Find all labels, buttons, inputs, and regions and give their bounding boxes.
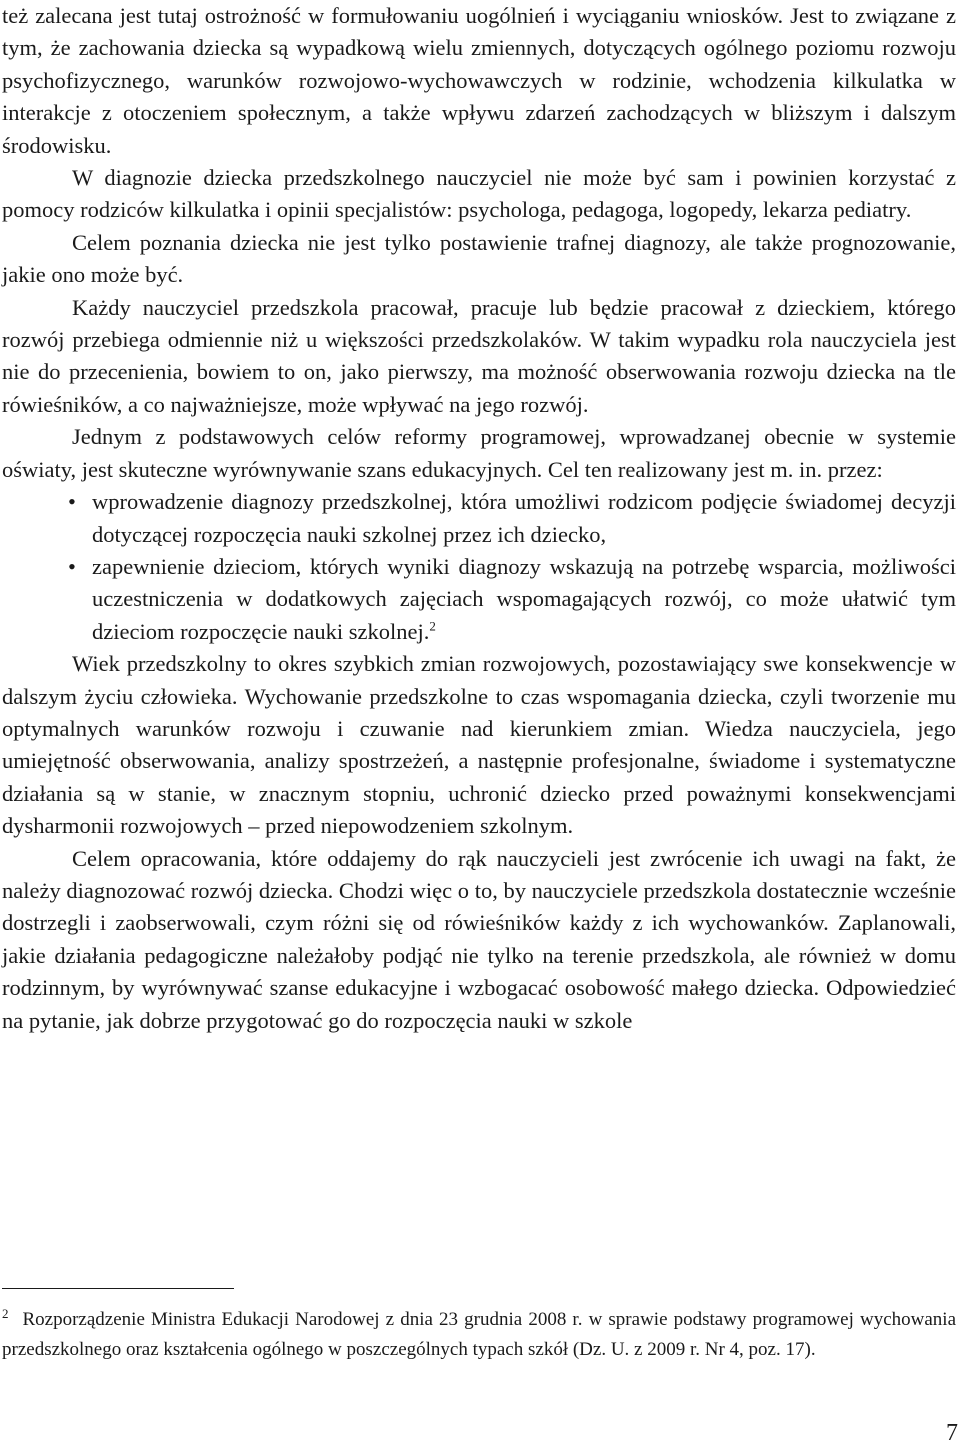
paragraph-preschool-age: Wiek przedszkolny to okres szybkich zmian rozwojowych, pozostawiający swe konsekwencje w dalszym życiu człowieka. Wychowanie przedszkolne to czas wspomagania dziecka, czyli tworzenie mu optymalnych warunków rozwoju i czuwanie nad kierunkiem zmian. Wiedza nauczyciela, jego umiejętność obserwowania, analizy spostrzeżeń, a następnie profesjonalne, świadome i systematyczne działania są w stanie, w znacznym stopniu, uchronić dziecko przed poważnymi konsekwencjami dysharmonii rozwojowych – przed niepowodzeniem szkolnym. <box>2 651 956 839</box>
footnote-number: 2 <box>2 1305 9 1321</box>
bullet-marker: • <box>68 553 76 579</box>
bullet-marker: • <box>68 489 76 515</box>
paragraph-teacher-role: Każdy nauczyciel przedszkola pracował, pracuje lub będzie pracował z dzieckiem, którego rozwój przebiega odmiennie niż u większości przedszkolaków. W takim wypadku rola nauczyciela jest nie do przecenienia, bowiem to on, jako pierwszy, ma możność obserwowania rozwoju dziecka na tle rówieśników, a co najważniejsze, może wpływać na jego rozwój. <box>2 294 956 417</box>
paragraph-study-goal: Celem opracowania, które oddajemy do rąk nauczycieli jest zwrócenie ich uwagi na fakt, że należy diagnozować rozwój dziecka. Chodzi więc o to, by nauczyciele przedszkola dostatecznie wcześnie dostrzegli i zaobserwowali, czym różni się od rówieśników każdy z ich wychowanków. Zaplanowali, jakie działania pedagogiczne należałoby podjąć nie tylko na terenie przedszkola, ale również w domu rodzinnym, by wyrównywać szanse edukacyjne i wzbogacać osobowość małego dziecka. Odpowiedzieć na pytanie, jak dobrze przygotować go do rozpoczęcia nauki w szkole <box>2 845 956 1033</box>
bullet-list <box>2 486 956 648</box>
footnote-reference[interactable]: 2 <box>429 618 436 634</box>
page-number: 7 <box>946 1420 958 1446</box>
paragraph-continued: też zalecana jest tutaj ostrożność w formułowaniu uogólnień i wyciąganiu wniosków. Jest to związane z tym, że zachowania dziecka są wypadkową wielu zmiennych, dotyczących ogólnego poziomu rozwoju psychofizycznego, warunków rozwojowo-wychowawczych w rodzinie, wchodzenia kilkulatka w interakcje z otoczeniem społecznym, a także wpływu zdarzeń zachodzących w bliższym i dalszym środowisku. <box>2 3 956 158</box>
list-item <box>2 486 956 551</box>
list-item-text: wprowadzenie diagnozy przedszkolnej, która umożliwi rodzicom podjęcie świadomej decyzji dotyczącej rozpoczęcia nauki szkolnej przez ich dziecko, <box>92 489 956 547</box>
footnote <box>2 1305 956 1365</box>
paragraph-diagnosis: W diagnozie dziecka przedszkolnego nauczyciel nie może być sam i powinien korzystać z pomocy rodziców kilkulatka i opinii specjalistów: psychologa, pedagoga, logopedy, lekarza pediatry. <box>2 165 956 223</box>
footnote-text: Rozporządzenie Ministra Edukacji Narodowej z dnia 23 grudnia 2008 r. w sprawie podstawy programowej wychowania przedszkolnego oraz kształcenia ogólnego w poszczególnych typach szkół (Dz. U. z 2009 r. Nr 4, poz. 17). <box>2 1309 956 1360</box>
footnote-divider <box>2 1288 234 1289</box>
main-text <box>2 0 956 1037</box>
list-item-text: zapewnienie dzieciom, których wyniki diagnozy wskazują na potrzebę wsparcia, możliwości uczestniczenia w dodatkowych zajęciach wspomagających rozwój, co może ułatwić tym dzieciom rozpoczęcie nauki szkolnej. <box>92 553 956 644</box>
list-item <box>2 551 956 648</box>
paragraph-reform: Jednym z podstawowych celów reformy programowej, wprowadzanej obecnie w systemie oświaty, jest skuteczne wyrównywanie szans edukacyjnych. Cel ten realizowany jest m. in. przez: <box>2 424 956 482</box>
paragraph-purpose: Celem poznania dziecka nie jest tylko postawienie trafnej diagnozy, ale także prognozowanie, jakie ono może być. <box>2 229 956 288</box>
